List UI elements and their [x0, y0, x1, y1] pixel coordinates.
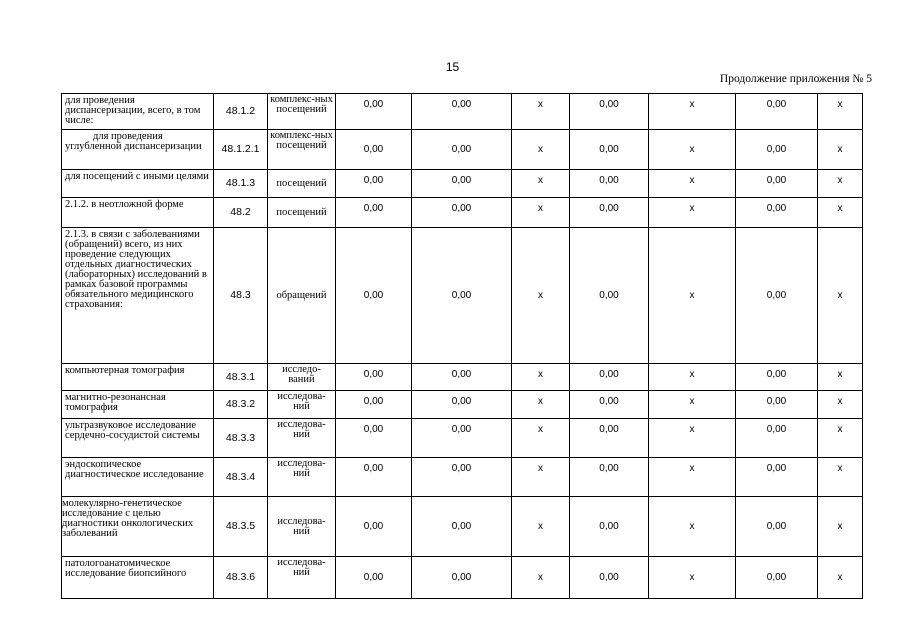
- table-row: [62, 497, 863, 557]
- row-value: 0,00: [412, 419, 512, 458]
- continuation-note: Продолжение приложения № 5: [719, 73, 872, 85]
- row-value: 0,00: [412, 497, 512, 557]
- row-value: 0,00: [570, 391, 649, 419]
- row-unit: исследова-ний: [268, 557, 336, 599]
- row-code: 48.3.2: [214, 391, 268, 419]
- data-table: [61, 93, 863, 599]
- row-code: 48.3.5: [214, 497, 268, 557]
- row-name: молекулярно-генетическое исследование с целью диагностики онкологических заболеваний: [62, 497, 214, 557]
- row-name: эндоскопическое диагностическое исследование: [62, 458, 214, 497]
- row-value: 0,00: [412, 130, 512, 170]
- row-name: для проведения углубленной диспансеризации: [62, 130, 214, 170]
- row-value: 0,00: [412, 228, 512, 364]
- row-unit: посещений: [268, 198, 336, 228]
- row-value: 0,00: [336, 391, 412, 419]
- row-value: x: [512, 170, 570, 198]
- row-value: 0,00: [736, 419, 818, 458]
- table-row: [62, 391, 863, 419]
- row-value: 0,00: [736, 557, 818, 599]
- row-value: x: [512, 94, 570, 130]
- row-value: 0,00: [412, 94, 512, 130]
- row-code: 48.3.3: [214, 419, 268, 458]
- row-value: 0,00: [412, 391, 512, 419]
- row-value: x: [818, 557, 863, 599]
- row-value: x: [818, 419, 863, 458]
- row-value: x: [649, 364, 736, 391]
- row-value: x: [818, 391, 863, 419]
- row-value: 0,00: [336, 94, 412, 130]
- row-name: для проведения диспансеризации, всего, в том числе:: [62, 94, 214, 130]
- row-value: 0,00: [570, 170, 649, 198]
- row-value: x: [818, 198, 863, 228]
- row-value: x: [649, 419, 736, 458]
- row-value: 0,00: [736, 198, 818, 228]
- row-value: 0,00: [336, 458, 412, 497]
- row-name: для посещений с иными целями: [62, 170, 214, 198]
- row-unit: комплекс-ных посещений: [268, 94, 336, 130]
- row-value: 0,00: [336, 170, 412, 198]
- row-code: 48.3: [214, 228, 268, 364]
- row-value: 0,00: [412, 557, 512, 599]
- row-value: x: [649, 170, 736, 198]
- row-value: 0,00: [736, 228, 818, 364]
- row-value: 0,00: [736, 497, 818, 557]
- row-code: 48.1.2.1: [214, 130, 268, 170]
- row-value: 0,00: [412, 364, 512, 391]
- row-value: x: [818, 458, 863, 497]
- row-value: 0,00: [412, 170, 512, 198]
- row-value: 0,00: [570, 228, 649, 364]
- row-value: x: [818, 497, 863, 557]
- table-row: [62, 419, 863, 458]
- row-value: 0,00: [736, 170, 818, 198]
- row-value: x: [649, 198, 736, 228]
- row-value: x: [512, 497, 570, 557]
- row-name: 2.1.2. в неотложной форме: [62, 198, 214, 228]
- table-row: [62, 170, 863, 198]
- row-value: x: [512, 364, 570, 391]
- row-value: 0,00: [336, 228, 412, 364]
- row-name: патологоанатомическое исследование биопсийного: [62, 557, 214, 599]
- row-value: 0,00: [412, 198, 512, 228]
- row-value: 0,00: [412, 458, 512, 497]
- table-row: [62, 557, 863, 599]
- row-unit: исследо-ваний: [268, 364, 336, 391]
- row-value: x: [512, 419, 570, 458]
- row-value: x: [649, 458, 736, 497]
- row-unit: исследова-ний: [268, 458, 336, 497]
- table-row: [62, 364, 863, 391]
- row-value: x: [649, 557, 736, 599]
- row-value: 0,00: [736, 94, 818, 130]
- row-value: x: [512, 228, 570, 364]
- row-value: 0,00: [736, 130, 818, 170]
- row-value: x: [649, 391, 736, 419]
- row-value: x: [512, 458, 570, 497]
- row-code: 48.1.3: [214, 170, 268, 198]
- row-value: 0,00: [336, 198, 412, 228]
- row-code: 48.3.4: [214, 458, 268, 497]
- row-unit: посещений: [268, 170, 336, 198]
- row-name: ультразвуковое исследование сердечно-сосудистой системы: [62, 419, 214, 458]
- row-value: 0,00: [570, 419, 649, 458]
- table-row: [62, 94, 863, 130]
- row-value: x: [512, 391, 570, 419]
- table-row: [62, 130, 863, 170]
- row-code: 48.3.6: [214, 557, 268, 599]
- page-number: 15: [445, 60, 460, 74]
- row-value: x: [649, 130, 736, 170]
- row-value: 0,00: [336, 557, 412, 599]
- table-row: [62, 198, 863, 228]
- row-value: 0,00: [570, 130, 649, 170]
- row-name: компьютерная томография: [62, 364, 214, 391]
- row-value: x: [649, 228, 736, 364]
- row-code: 48.1.2: [214, 94, 268, 130]
- row-name: 2.1.3. в связи с заболеваниями (обращений) всего, из них проведение следующих отдельных диагностических (лабораторных) исследований в рамках базовой программы обязательного медицинского страхования:: [62, 228, 214, 364]
- row-unit: исследова-ний: [268, 419, 336, 458]
- row-value: 0,00: [736, 458, 818, 497]
- row-value: 0,00: [336, 130, 412, 170]
- table-row: [62, 458, 863, 497]
- row-value: 0,00: [336, 419, 412, 458]
- row-code: 48.3.1: [214, 364, 268, 391]
- row-value: x: [512, 198, 570, 228]
- row-value: x: [818, 364, 863, 391]
- row-value: x: [649, 94, 736, 130]
- row-value: 0,00: [336, 364, 412, 391]
- row-unit: исследова-ний: [268, 391, 336, 419]
- row-value: x: [818, 130, 863, 170]
- row-value: 0,00: [570, 458, 649, 497]
- row-code: 48.2: [214, 198, 268, 228]
- row-value: x: [512, 557, 570, 599]
- row-unit: исследова-ний: [268, 497, 336, 557]
- row-value: 0,00: [336, 497, 412, 557]
- row-unit: обращений: [268, 228, 336, 364]
- row-value: x: [818, 228, 863, 364]
- row-value: 0,00: [570, 364, 649, 391]
- row-value: 0,00: [570, 94, 649, 130]
- row-value: x: [818, 94, 863, 130]
- row-value: 0,00: [570, 497, 649, 557]
- row-name: магнитно-резонансная томография: [62, 391, 214, 419]
- row-value: x: [512, 130, 570, 170]
- table-row: [62, 228, 863, 364]
- row-value: 0,00: [570, 557, 649, 599]
- row-value: x: [818, 170, 863, 198]
- row-value: 0,00: [736, 364, 818, 391]
- row-value: 0,00: [736, 391, 818, 419]
- row-unit: комплекс-ных посещений: [268, 130, 336, 170]
- row-value: 0,00: [570, 198, 649, 228]
- row-value: x: [649, 497, 736, 557]
